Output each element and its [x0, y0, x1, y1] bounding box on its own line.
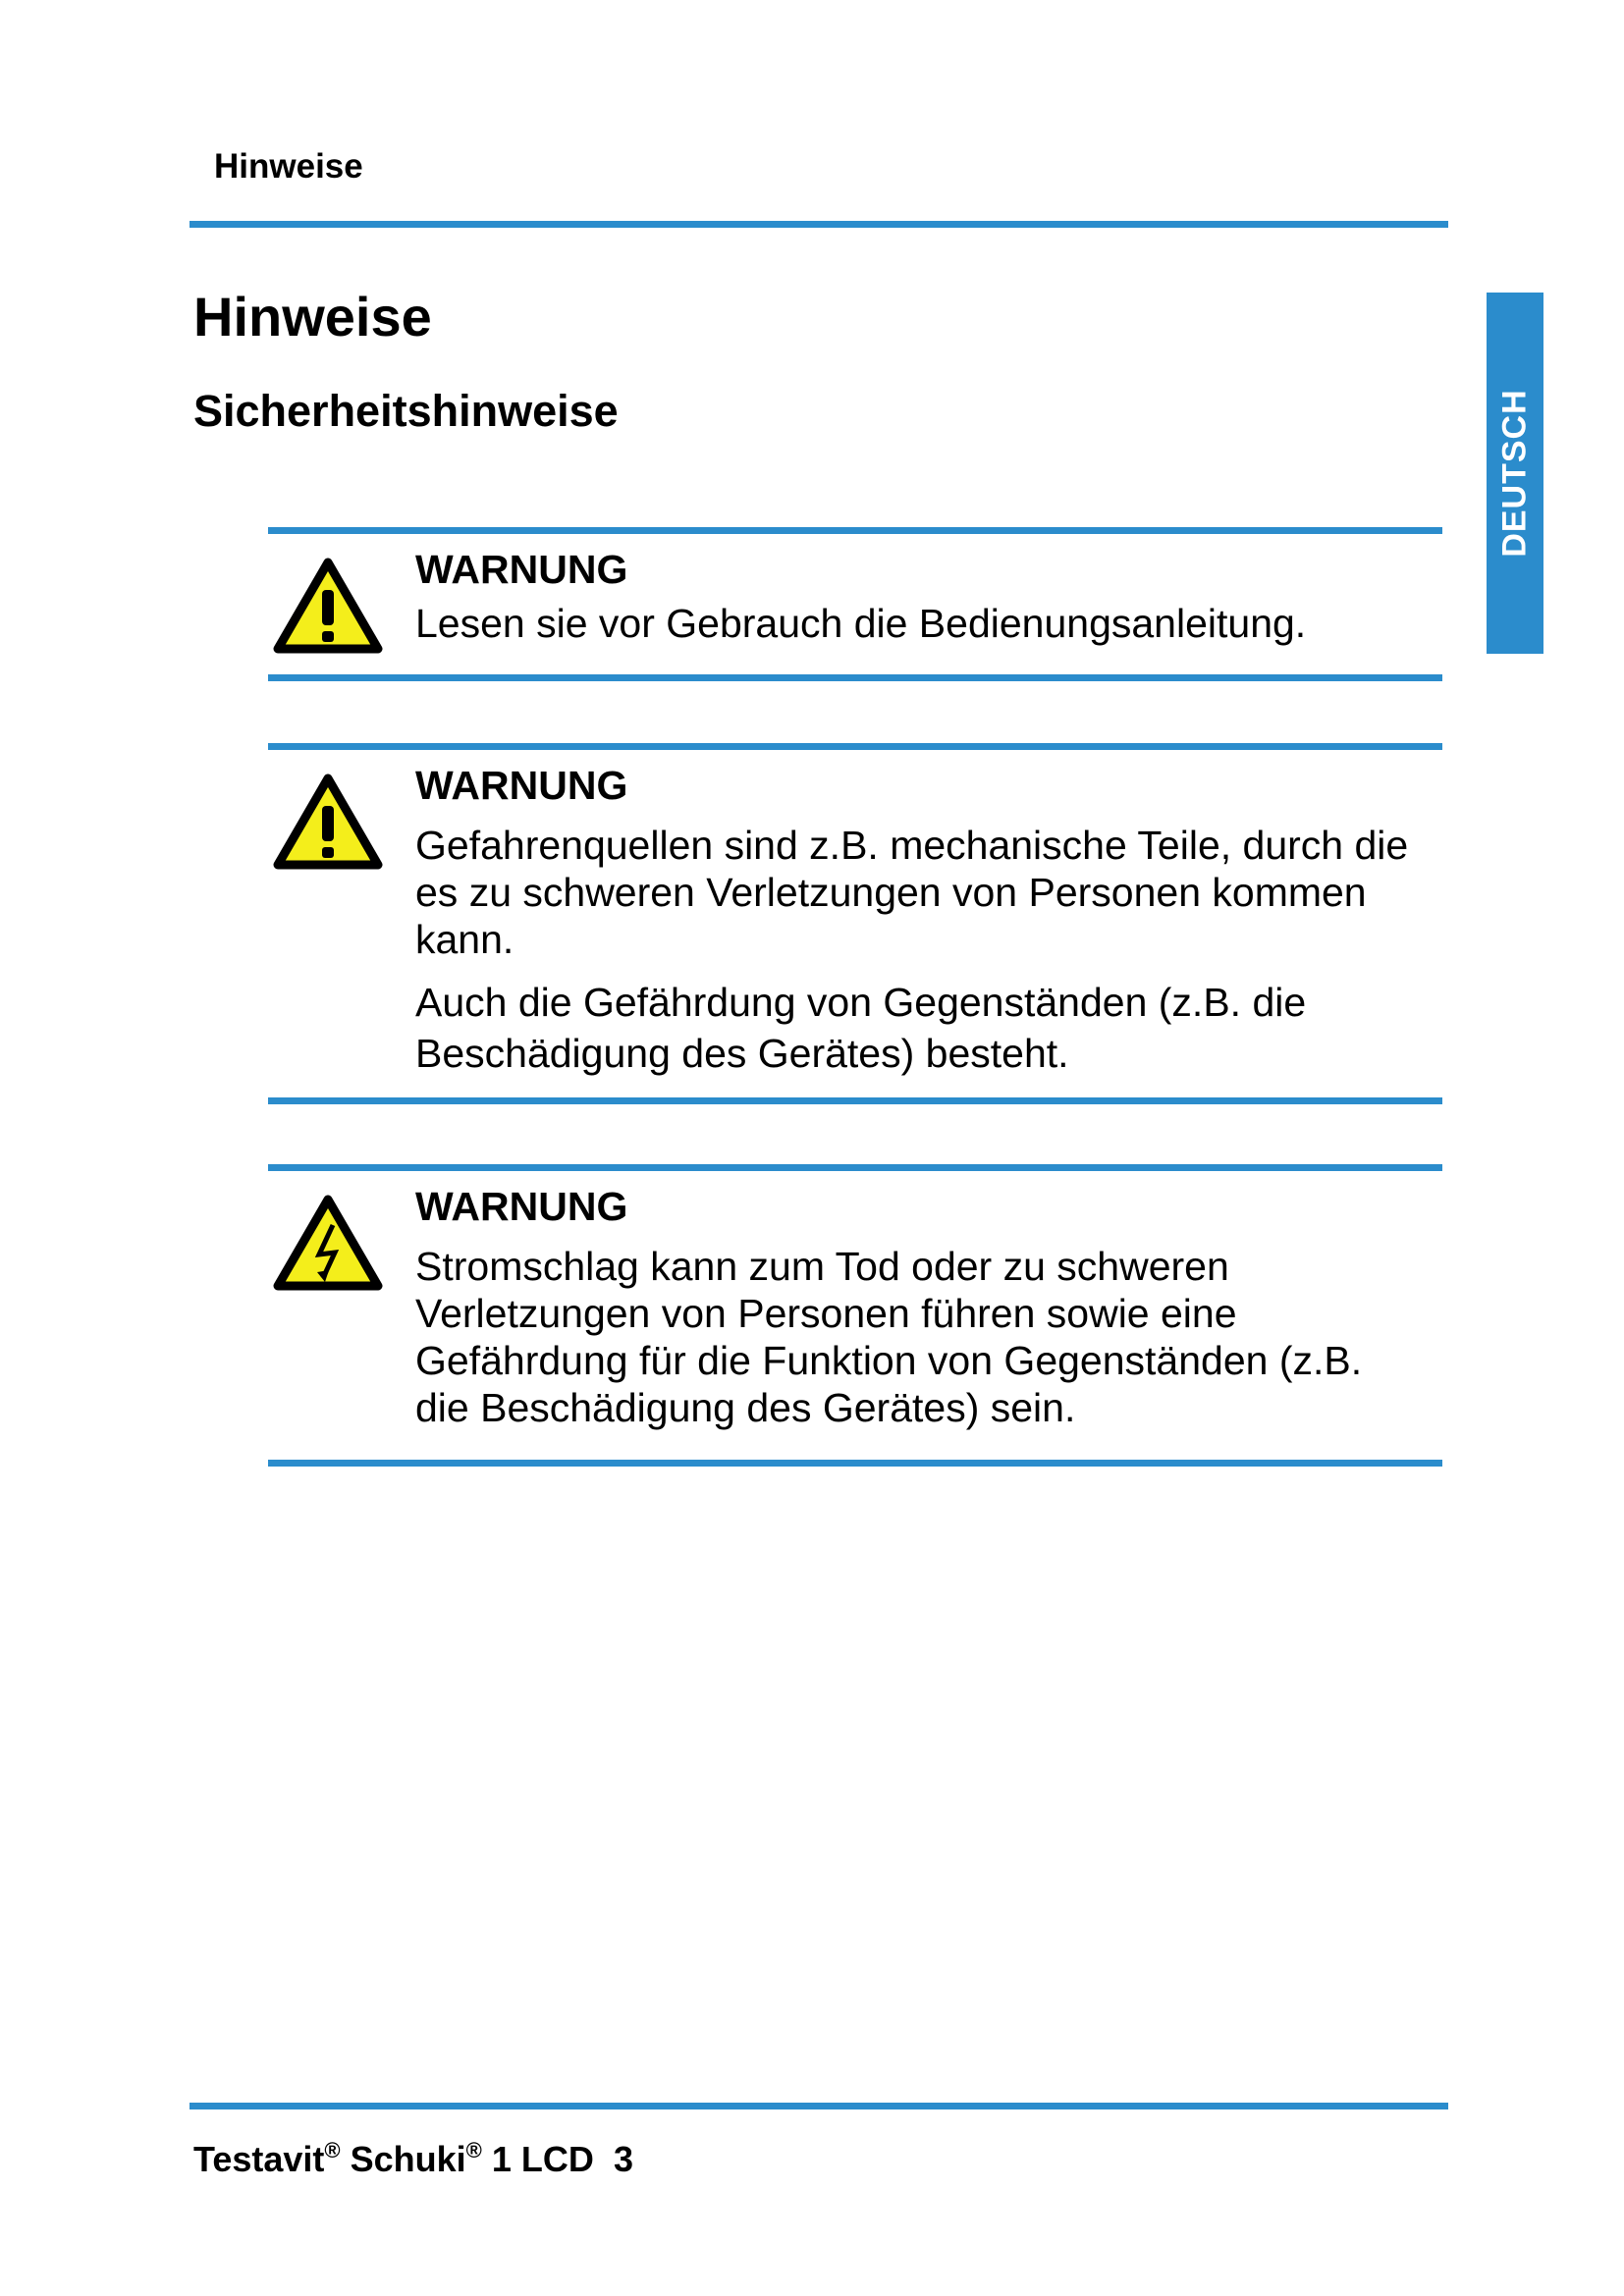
- warning-bottom-rule: [268, 1460, 1442, 1467]
- page-number: 3: [613, 2139, 633, 2179]
- section-title: Sicherheitshinweise: [193, 386, 619, 436]
- language-tab-label: DEUTSCH: [1495, 389, 1534, 558]
- page-title: Hinweise: [193, 286, 432, 347]
- warning-label: WARNUNG: [415, 763, 628, 808]
- warning-box-2: [268, 743, 1442, 1104]
- footer-rule: [189, 2103, 1448, 2109]
- warning-text: Auch die Gefährdung von Gegenständen (z.B. die Beschädigung des Gerätes) besteht.: [415, 980, 1307, 1076]
- footer-brand: Testavit: [193, 2139, 325, 2179]
- warning-label: WARNUNG: [415, 547, 628, 592]
- warning-box-1: [268, 527, 1442, 681]
- warning-text: Gefahrenquellen sind z.B. mechanische Teile, durch die es zu schweren Verletzungen von Personen kommen kann.: [415, 823, 1409, 962]
- warning-bottom-rule: [268, 1097, 1442, 1104]
- warning-bottom-rule: [268, 674, 1442, 681]
- warning-top-rule: [268, 743, 1442, 750]
- warning-top-rule: [268, 527, 1442, 534]
- electric-shock-warning-icon: [272, 1194, 384, 1292]
- header-rule: [189, 221, 1448, 228]
- language-tab: [1487, 293, 1543, 654]
- warning-top-rule: [268, 1164, 1442, 1171]
- registered-mark: ®: [465, 2138, 482, 2163]
- warning-box-3: [268, 1164, 1442, 1467]
- running-header: Hinweise: [214, 147, 363, 186]
- warning-text: Lesen sie vor Gebrauch die Bedienungsanleitung.: [415, 601, 1307, 646]
- footer: [193, 2138, 633, 2180]
- footer-model: 1 LCD: [491, 2139, 594, 2179]
- warning-text: Stromschlag kann zum Tod oder zu schweren Verletzungen von Personen führen sowie eine Gefährdung für die Funktion von Gegenständen (z.B. die Beschädigung des Gerätes) sein.: [415, 1244, 1363, 1430]
- warning-label: WARNUNG: [415, 1184, 628, 1229]
- exclamation-warning-icon: [272, 557, 384, 655]
- exclamation-warning-icon: [272, 773, 384, 871]
- footer-product: Schuki: [350, 2139, 466, 2179]
- registered-mark: ®: [324, 2138, 341, 2163]
